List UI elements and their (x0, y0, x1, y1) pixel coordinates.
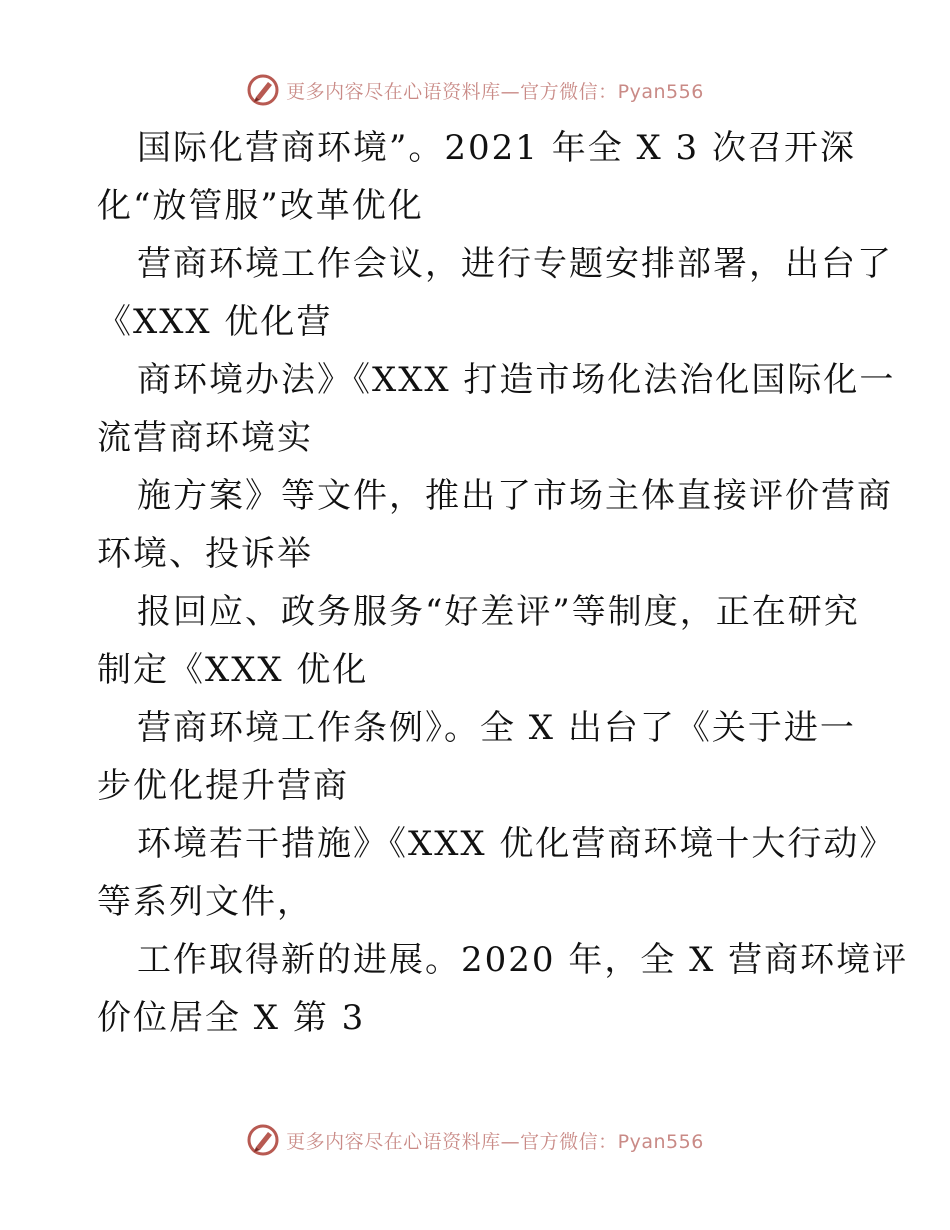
footer-banner-text: 更多内容尽在心语资料库—官方微信：Pyan556 (286, 1130, 704, 1153)
footer-banner (0, 1120, 950, 1160)
body-line: 制定《XXX 优化 (97, 650, 369, 690)
pen-circle-logo-icon (246, 73, 280, 107)
body-line: 商环境办法》《XXX 打造市场化法治化国际化一 (137, 360, 896, 400)
body-line: 《XXX 优化营 (97, 302, 333, 342)
body-line: 化“放管服”改革优化 (97, 186, 424, 226)
body-line: 环境若干措施》《XXX 优化营商环境十大行动》 (137, 824, 896, 864)
body-line: 等系列文件， (97, 882, 313, 922)
body-line: 价位居全 X 第 3 (97, 998, 366, 1038)
body-line: 工作取得新的进展。2020 年，全 X 营商环境评 (137, 940, 909, 980)
body-line: 施方案》等文件，推出了市场主体直接评价营商 (137, 476, 893, 516)
body-line: 营商环境工作条例》。全 X 出台了《关于进一 (137, 708, 856, 748)
header-banner-text: 更多内容尽在心语资料库—官方微信：Pyan556 (286, 80, 704, 103)
body-line: 营商环境工作会议，进行专题安排部署，出台了 (137, 244, 893, 284)
body-line: 环境、投诉举 (97, 534, 313, 574)
body-line: 步优化提升营商 (97, 766, 349, 806)
body-line: 国际化营商环境”。2021 年全 X 3 次召开深 (137, 128, 856, 168)
pen-circle-logo-icon (246, 1123, 280, 1157)
body-line: 报回应、政务服务“好差评”等制度，正在研究 (137, 592, 860, 632)
header-banner (0, 70, 950, 110)
body-line: 流营商环境实 (97, 418, 313, 458)
